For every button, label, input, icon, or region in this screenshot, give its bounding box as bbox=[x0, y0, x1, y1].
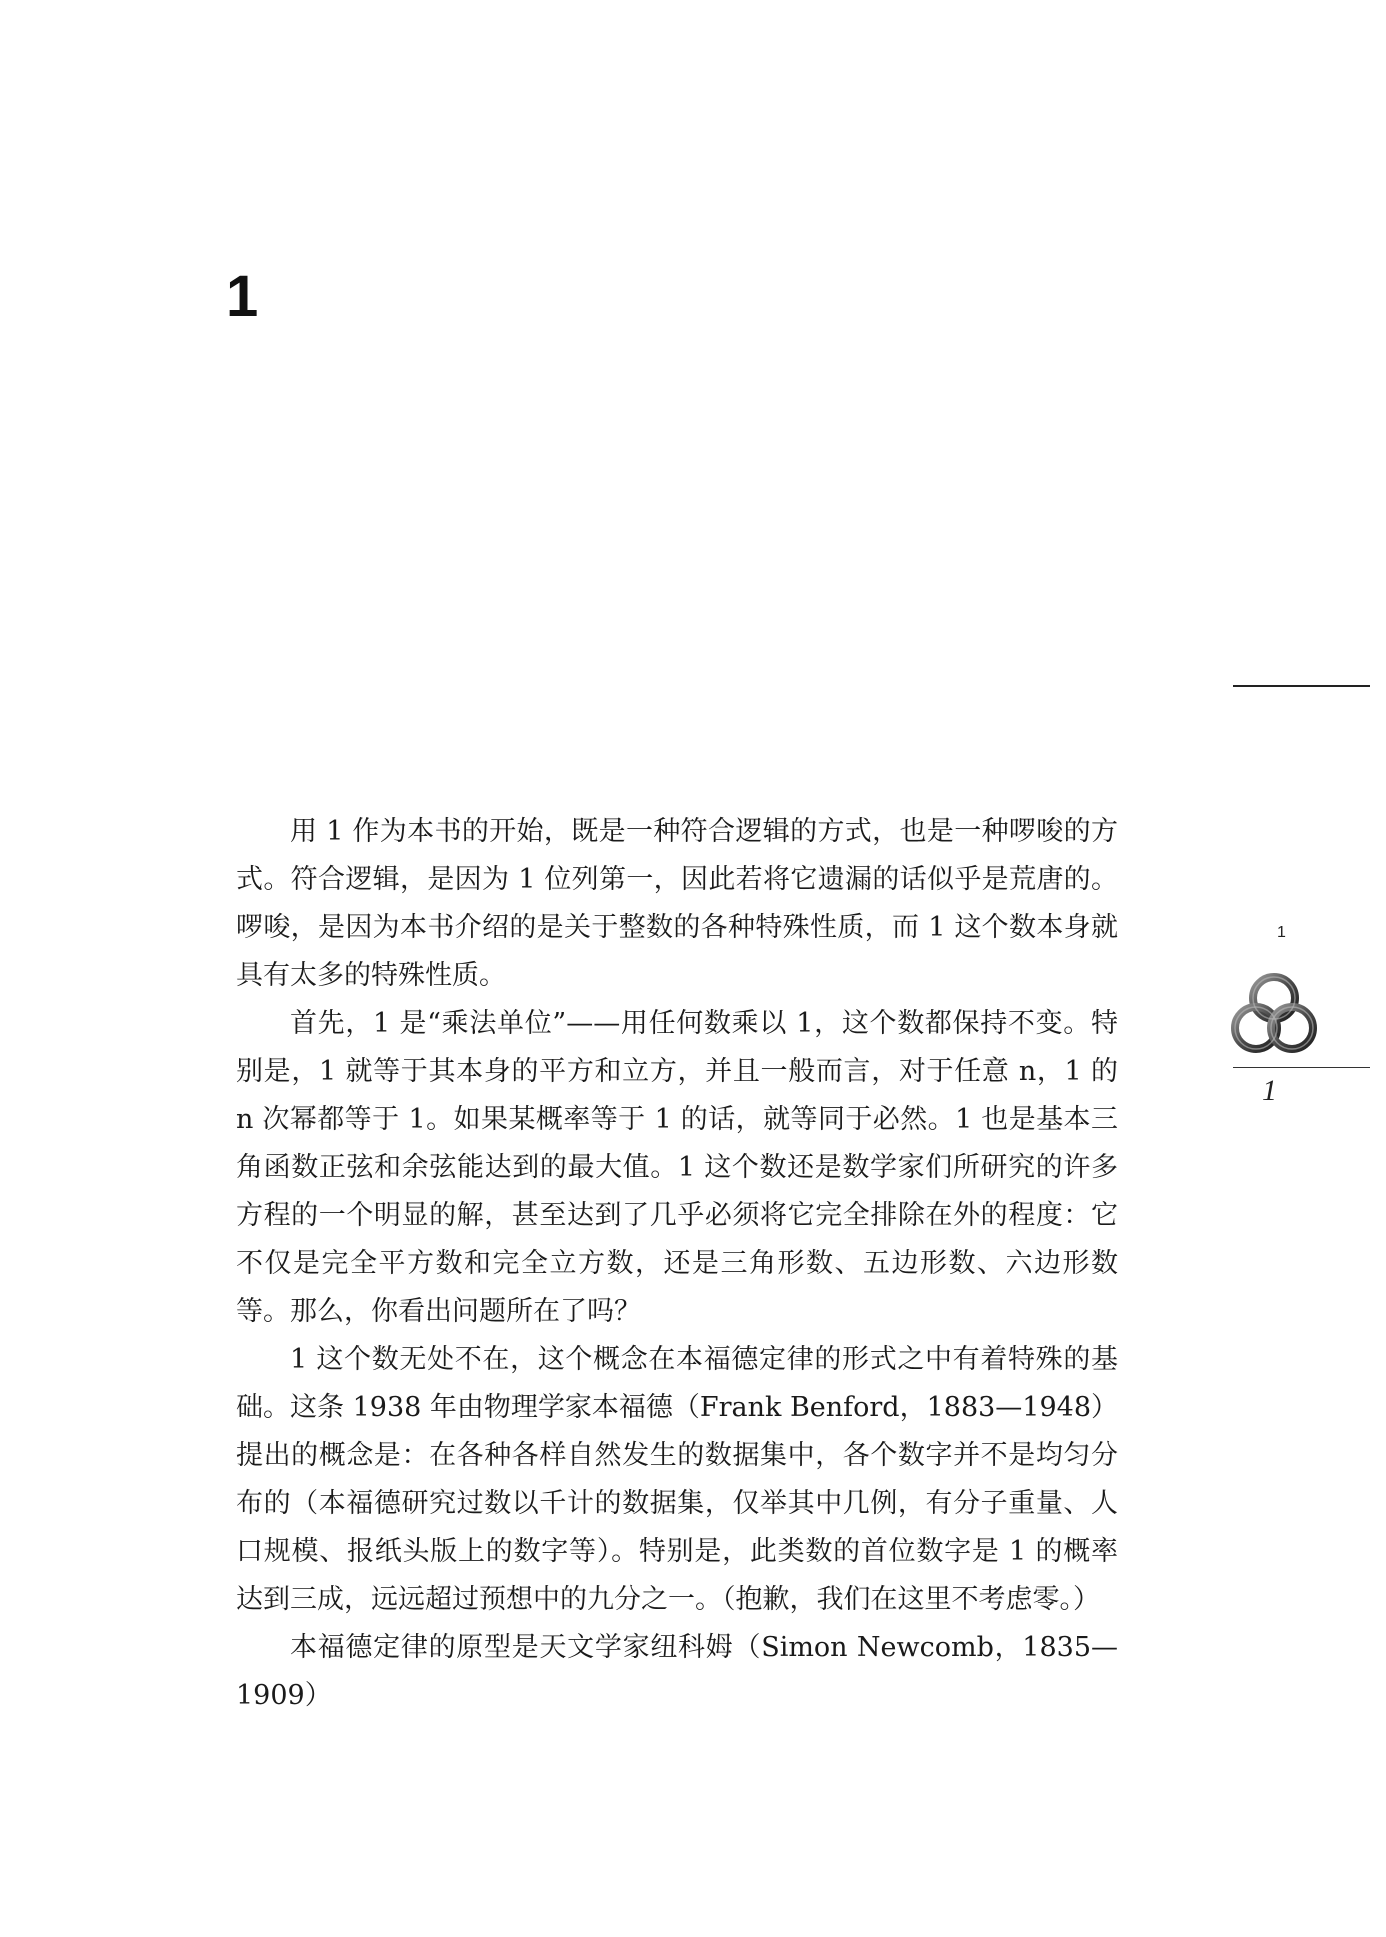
paragraph-3: 1 这个数无处不在，这个概念在本福德定律的形式之中有着特殊的基础。这条 1938 年由物理学家本福德（Frank Benford，1883—1948）提出的概念是：在各种各样自然发生的数据集中，各个数字并不是均匀分布的（本福德研究过数以千计的数据集，仅举其中几例，有分子重量、人口规模、报纸头版上的数字等）。特别是，此类数的首位数字是 1 的概率达到三成，远远超过预想中的九分之一。（抱歉，我们在这里不考虑零。） bbox=[236, 1344, 1119, 1615]
margin-rule-bottom bbox=[1233, 1067, 1370, 1068]
trefoil-knot-icon bbox=[1224, 968, 1324, 1060]
body-text bbox=[236, 808, 1118, 1720]
paragraph-4: 本福德定律的原型是天文学家纽科姆（Simon Newcomb，1835—1909） bbox=[236, 1632, 1118, 1711]
chapter-number: 1 bbox=[226, 264, 259, 329]
paragraph-2: 首先，1 是“乘法单位”——用任何数乘以 1，这个数都保持不变。特别是，1 就等于其本身的平方和立方，并且一般而言，对于任意 n，1 的 n 次幂都等于 1。如果某概率等于 1 的话，就等同于必然。1 也是基本三角函数正弦和余弦能达到的最大值。1 这个数还是数学家们所研究的许多方程的一个明显的解，甚至达到了几乎必须将它完全排除在外的程度：它不仅是完全平方数和完全立方数，还是三角形数、五边形数、六边形数等。那么，你看出问题所在了吗？ bbox=[236, 1008, 1118, 1327]
paragraph-1: 用 1 作为本书的开始，既是一种符合逻辑的方式，也是一种啰唆的方式。符合逻辑，是因为 1 位列第一，因此若将它遗漏的话似乎是荒唐的。啰唆，是因为本书介绍的是关于整数的各种特殊性质，而 1 这个数本身就具有太多的特殊性质。 bbox=[236, 816, 1118, 991]
margin-rule-top bbox=[1233, 685, 1370, 687]
section-number: 1 bbox=[1277, 924, 1286, 941]
page-folio: 1 bbox=[1262, 1074, 1277, 1107]
